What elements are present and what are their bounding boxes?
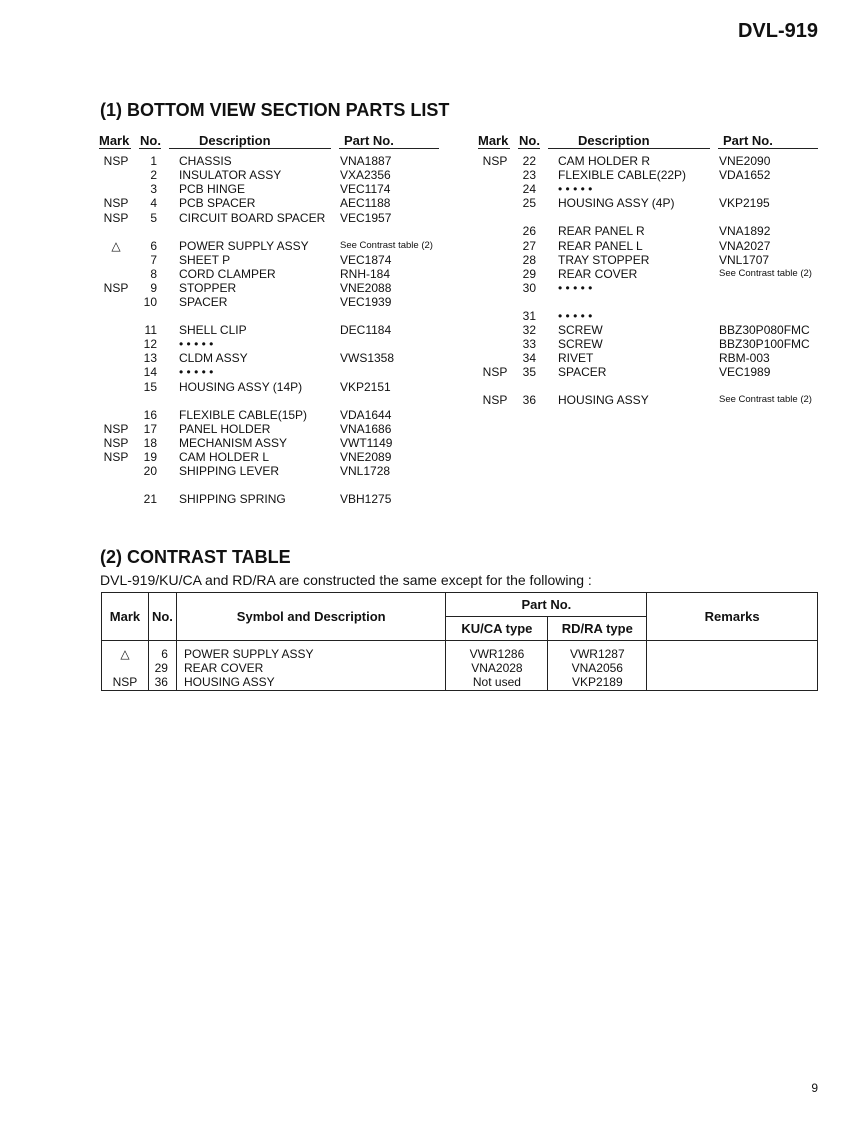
part-item-no: 20 [143, 464, 157, 479]
header-mark: Mark [478, 133, 509, 148]
table-row [99, 253, 439, 267]
part-item-no: 6 [150, 238, 157, 253]
part-number: AEC1188 [340, 196, 391, 211]
part-item-no: 29 [522, 266, 536, 281]
part-description: HOUSING ASSY (14P) [179, 379, 303, 394]
parts-list-right [478, 133, 818, 408]
part-number: VXA2356 [340, 168, 391, 183]
table-row [478, 281, 818, 295]
ct-header-no: No. [148, 593, 176, 641]
table-row [478, 154, 818, 168]
part-item-no: 30 [522, 280, 536, 295]
part-number: VBH1275 [340, 492, 392, 506]
ct-rd-part: VNA2056 [571, 661, 623, 675]
table-row [478, 393, 818, 407]
part-description: REAR PANEL R [558, 224, 645, 239]
part-description: SCREW [558, 337, 603, 352]
table-row [478, 182, 818, 196]
ct-header-rd-ra: RD/RA type [548, 617, 647, 641]
part-item-no: 35 [522, 365, 536, 380]
table-row [99, 337, 439, 351]
part-description: CAM HOLDER L [179, 449, 270, 464]
part-number: VEC1989 [719, 365, 771, 380]
part-item-no: 22 [522, 154, 536, 168]
model-number: DVL-919 [737, 20, 818, 42]
part-mark: NSP [482, 154, 508, 168]
part-mark: NSP [103, 210, 129, 225]
ct-marks [102, 641, 149, 691]
table-row [478, 309, 818, 323]
part-item-no: 23 [522, 168, 536, 183]
part-description: CHASSIS [179, 154, 232, 168]
part-item-no: 28 [522, 252, 536, 267]
page-number: 9 [811, 1081, 818, 1095]
part-description: CIRCUIT BOARD SPACER [179, 210, 326, 225]
part-description: SHIPPING LEVER [179, 464, 280, 479]
table-row [99, 464, 439, 478]
table-row [99, 492, 439, 506]
part-number: DEC1184 [340, 323, 392, 337]
part-description: • • • • • [558, 182, 593, 197]
part-item-no: 4 [150, 196, 157, 211]
ct-header-part-no: Part No. [446, 593, 647, 617]
part-mark: NSP [103, 196, 129, 211]
ct-no: 6 [161, 647, 168, 661]
part-number: VEC1957 [340, 210, 392, 225]
part-number: RBM-003 [719, 351, 770, 366]
ct-rd-part: VWR1287 [569, 647, 625, 661]
part-item-no: 25 [522, 196, 536, 211]
table-row [478, 365, 818, 379]
part-description: MECHANISM ASSY [179, 435, 288, 450]
part-item-no: 32 [522, 323, 536, 337]
part-item-no: 18 [143, 435, 157, 450]
part-mark: △ [111, 238, 121, 253]
part-description: • • • • • [179, 365, 214, 380]
ct-header-desc: Symbol and Description [176, 593, 446, 641]
ct-desc: POWER SUPPLY ASSY [183, 647, 314, 661]
part-description: SHIPPING SPRING [179, 492, 286, 506]
part-number: VWS1358 [340, 351, 395, 366]
part-item-no: 21 [143, 492, 157, 506]
part-description: HOUSING ASSY (4P) [558, 196, 675, 211]
ct-header-mark: Mark [102, 593, 149, 641]
part-number: VDA1644 [340, 407, 392, 422]
part-description: REAR PANEL L [558, 238, 643, 253]
ct-nos [148, 641, 176, 691]
part-item-no: 31 [522, 308, 536, 323]
part-item-no: 24 [522, 182, 536, 197]
table-row [99, 450, 439, 464]
table-row [99, 436, 439, 450]
table-row [478, 196, 818, 210]
part-description: HOUSING ASSY [558, 393, 649, 408]
header-part-no: Part No. [723, 133, 773, 148]
ct-no: 29 [154, 661, 168, 675]
part-number: VDA1652 [719, 168, 771, 183]
table-row [478, 351, 818, 365]
part-number: VNA1887 [340, 154, 392, 168]
table-row [478, 253, 818, 267]
table-row [478, 267, 818, 281]
part-item-no: 2 [150, 168, 157, 183]
table-row [478, 168, 818, 182]
part-item-no: 8 [150, 266, 157, 281]
part-number: See Contrast table (2) [719, 394, 812, 406]
header-no: No. [519, 133, 540, 148]
header-description: Description [578, 133, 650, 148]
ct-mark: NSP [112, 675, 138, 689]
part-description: CORD CLAMPER [179, 266, 276, 281]
table-row [99, 267, 439, 281]
table-row [478, 323, 818, 337]
part-number: VEC1939 [340, 295, 392, 310]
table-row [99, 281, 439, 295]
section-title-parts-list: (1) BOTTOM VIEW SECTION PARTS LIST [100, 100, 450, 120]
part-item-no: 26 [522, 224, 536, 239]
part-description: SHEET P [179, 252, 231, 267]
table-row [99, 196, 439, 210]
table-row [478, 337, 818, 351]
part-description: FLEXIBLE CABLE(15P) [179, 407, 308, 422]
part-description: • • • • • [558, 280, 593, 295]
ct-ku-part: VWR1286 [469, 647, 525, 661]
part-number: RNH-184 [340, 266, 391, 281]
part-description: • • • • • [558, 308, 593, 323]
part-mark: NSP [103, 154, 129, 168]
part-number: See Contrast table (2) [340, 239, 433, 251]
table-row [99, 408, 439, 422]
contrast-intro: DVL-919/KU/CA and RD/RA are constructed the same except for the following : [100, 572, 592, 588]
part-number: VKP2151 [340, 379, 391, 394]
part-description: SPACER [179, 295, 228, 310]
ct-mark: △ [120, 647, 130, 661]
part-mark: NSP [482, 365, 508, 380]
part-item-no: 27 [522, 238, 536, 253]
table-row [99, 182, 439, 196]
header-description: Description [199, 133, 271, 148]
part-number: BBZ30P100FMC [719, 337, 810, 352]
header-no: No. [140, 133, 161, 148]
table-row [99, 154, 439, 168]
table-row [99, 380, 439, 394]
part-item-no: 36 [522, 393, 536, 408]
table-row [102, 641, 818, 691]
part-item-no: 1 [150, 154, 157, 168]
part-description: POWER SUPPLY ASSY [179, 238, 309, 253]
part-number: VNA1892 [719, 224, 771, 239]
part-item-no: 33 [522, 337, 536, 352]
contrast-table [101, 592, 818, 691]
part-mark: NSP [103, 449, 129, 464]
part-number: VNE2088 [340, 280, 392, 295]
ct-desc: REAR COVER [183, 661, 264, 675]
ct-rd-part: VKP2189 [571, 675, 623, 689]
part-item-no: 34 [522, 351, 536, 366]
part-number: VNA1686 [340, 421, 392, 436]
table-row [99, 323, 439, 337]
part-description: SHELL CLIP [179, 323, 247, 337]
parts-list-header [478, 133, 818, 149]
part-item-no: 11 [144, 323, 157, 337]
part-number: See Contrast table (2) [719, 267, 812, 279]
part-mark: NSP [482, 393, 508, 408]
part-description: CAM HOLDER R [558, 154, 651, 168]
part-item-no: 7 [150, 252, 157, 267]
ct-descs [176, 641, 446, 691]
part-number: VNL1707 [719, 252, 770, 267]
part-description: INSULATOR ASSY [179, 168, 282, 183]
header-part-no: Part No. [344, 133, 394, 148]
part-description: FLEXIBLE CABLE(22P) [558, 168, 687, 183]
part-mark: NSP [103, 280, 129, 295]
part-description: • • • • • [179, 337, 214, 352]
table-row [478, 224, 818, 238]
part-description: PCB HINGE [179, 182, 246, 197]
part-number: VNL1728 [340, 464, 391, 479]
part-number: VEC1174 [340, 182, 391, 197]
parts-list-left [99, 133, 439, 506]
header-mark: Mark [99, 133, 130, 148]
part-item-no: 16 [143, 407, 157, 422]
table-row [99, 295, 439, 309]
part-item-no: 10 [143, 295, 157, 310]
part-item-no: 9 [150, 280, 157, 295]
ct-desc: HOUSING ASSY [183, 675, 275, 689]
ct-header-ku-ca: KU/CA type [446, 617, 548, 641]
part-description: SPACER [558, 365, 607, 380]
part-description: PCB SPACER [179, 196, 256, 211]
part-number: BBZ30P080FMC [719, 323, 810, 337]
ct-header-remarks: Remarks [647, 593, 818, 641]
part-description: CLDM ASSY [179, 351, 248, 366]
part-item-no: 13 [143, 351, 157, 366]
part-description: SCREW [558, 323, 603, 337]
part-item-no: 3 [150, 182, 157, 197]
part-number: VNA2027 [719, 238, 771, 253]
part-description: REAR COVER [558, 266, 638, 281]
table-row [99, 422, 439, 436]
ct-ku-part: VNA2028 [471, 661, 523, 675]
part-number: VNE2089 [340, 449, 392, 464]
parts-list-header [99, 133, 439, 149]
ct-no: 36 [154, 675, 168, 689]
table-row [99, 239, 439, 253]
section-title-contrast-table: (2) CONTRAST TABLE [100, 547, 291, 567]
part-item-no: 12 [143, 337, 157, 352]
part-item-no: 14 [143, 365, 157, 380]
part-number: VNE2090 [719, 154, 771, 168]
part-description: PANEL HOLDER [179, 421, 271, 436]
table-row [99, 211, 439, 225]
part-number: VEC1874 [340, 252, 392, 267]
table-row [478, 239, 818, 253]
table-row [99, 351, 439, 365]
part-mark: NSP [103, 421, 129, 436]
table-row [99, 168, 439, 182]
part-mark: NSP [103, 435, 129, 450]
part-description: STOPPER [179, 280, 237, 295]
part-description: RIVET [558, 351, 594, 366]
part-item-no: 5 [150, 210, 157, 225]
part-item-no: 15 [143, 379, 157, 394]
part-item-no: 17 [143, 421, 157, 436]
table-row [99, 365, 439, 379]
part-number: VWT1149 [340, 435, 393, 450]
part-description: TRAY STOPPER [558, 252, 650, 267]
ct-rd-ra [548, 641, 647, 691]
ct-remarks [647, 641, 818, 691]
ct-ku-part: Not used [472, 675, 521, 689]
ct-mark [102, 661, 148, 675]
part-number: VKP2195 [719, 196, 770, 211]
ct-ku-ca [446, 641, 548, 691]
part-item-no: 19 [143, 449, 157, 464]
